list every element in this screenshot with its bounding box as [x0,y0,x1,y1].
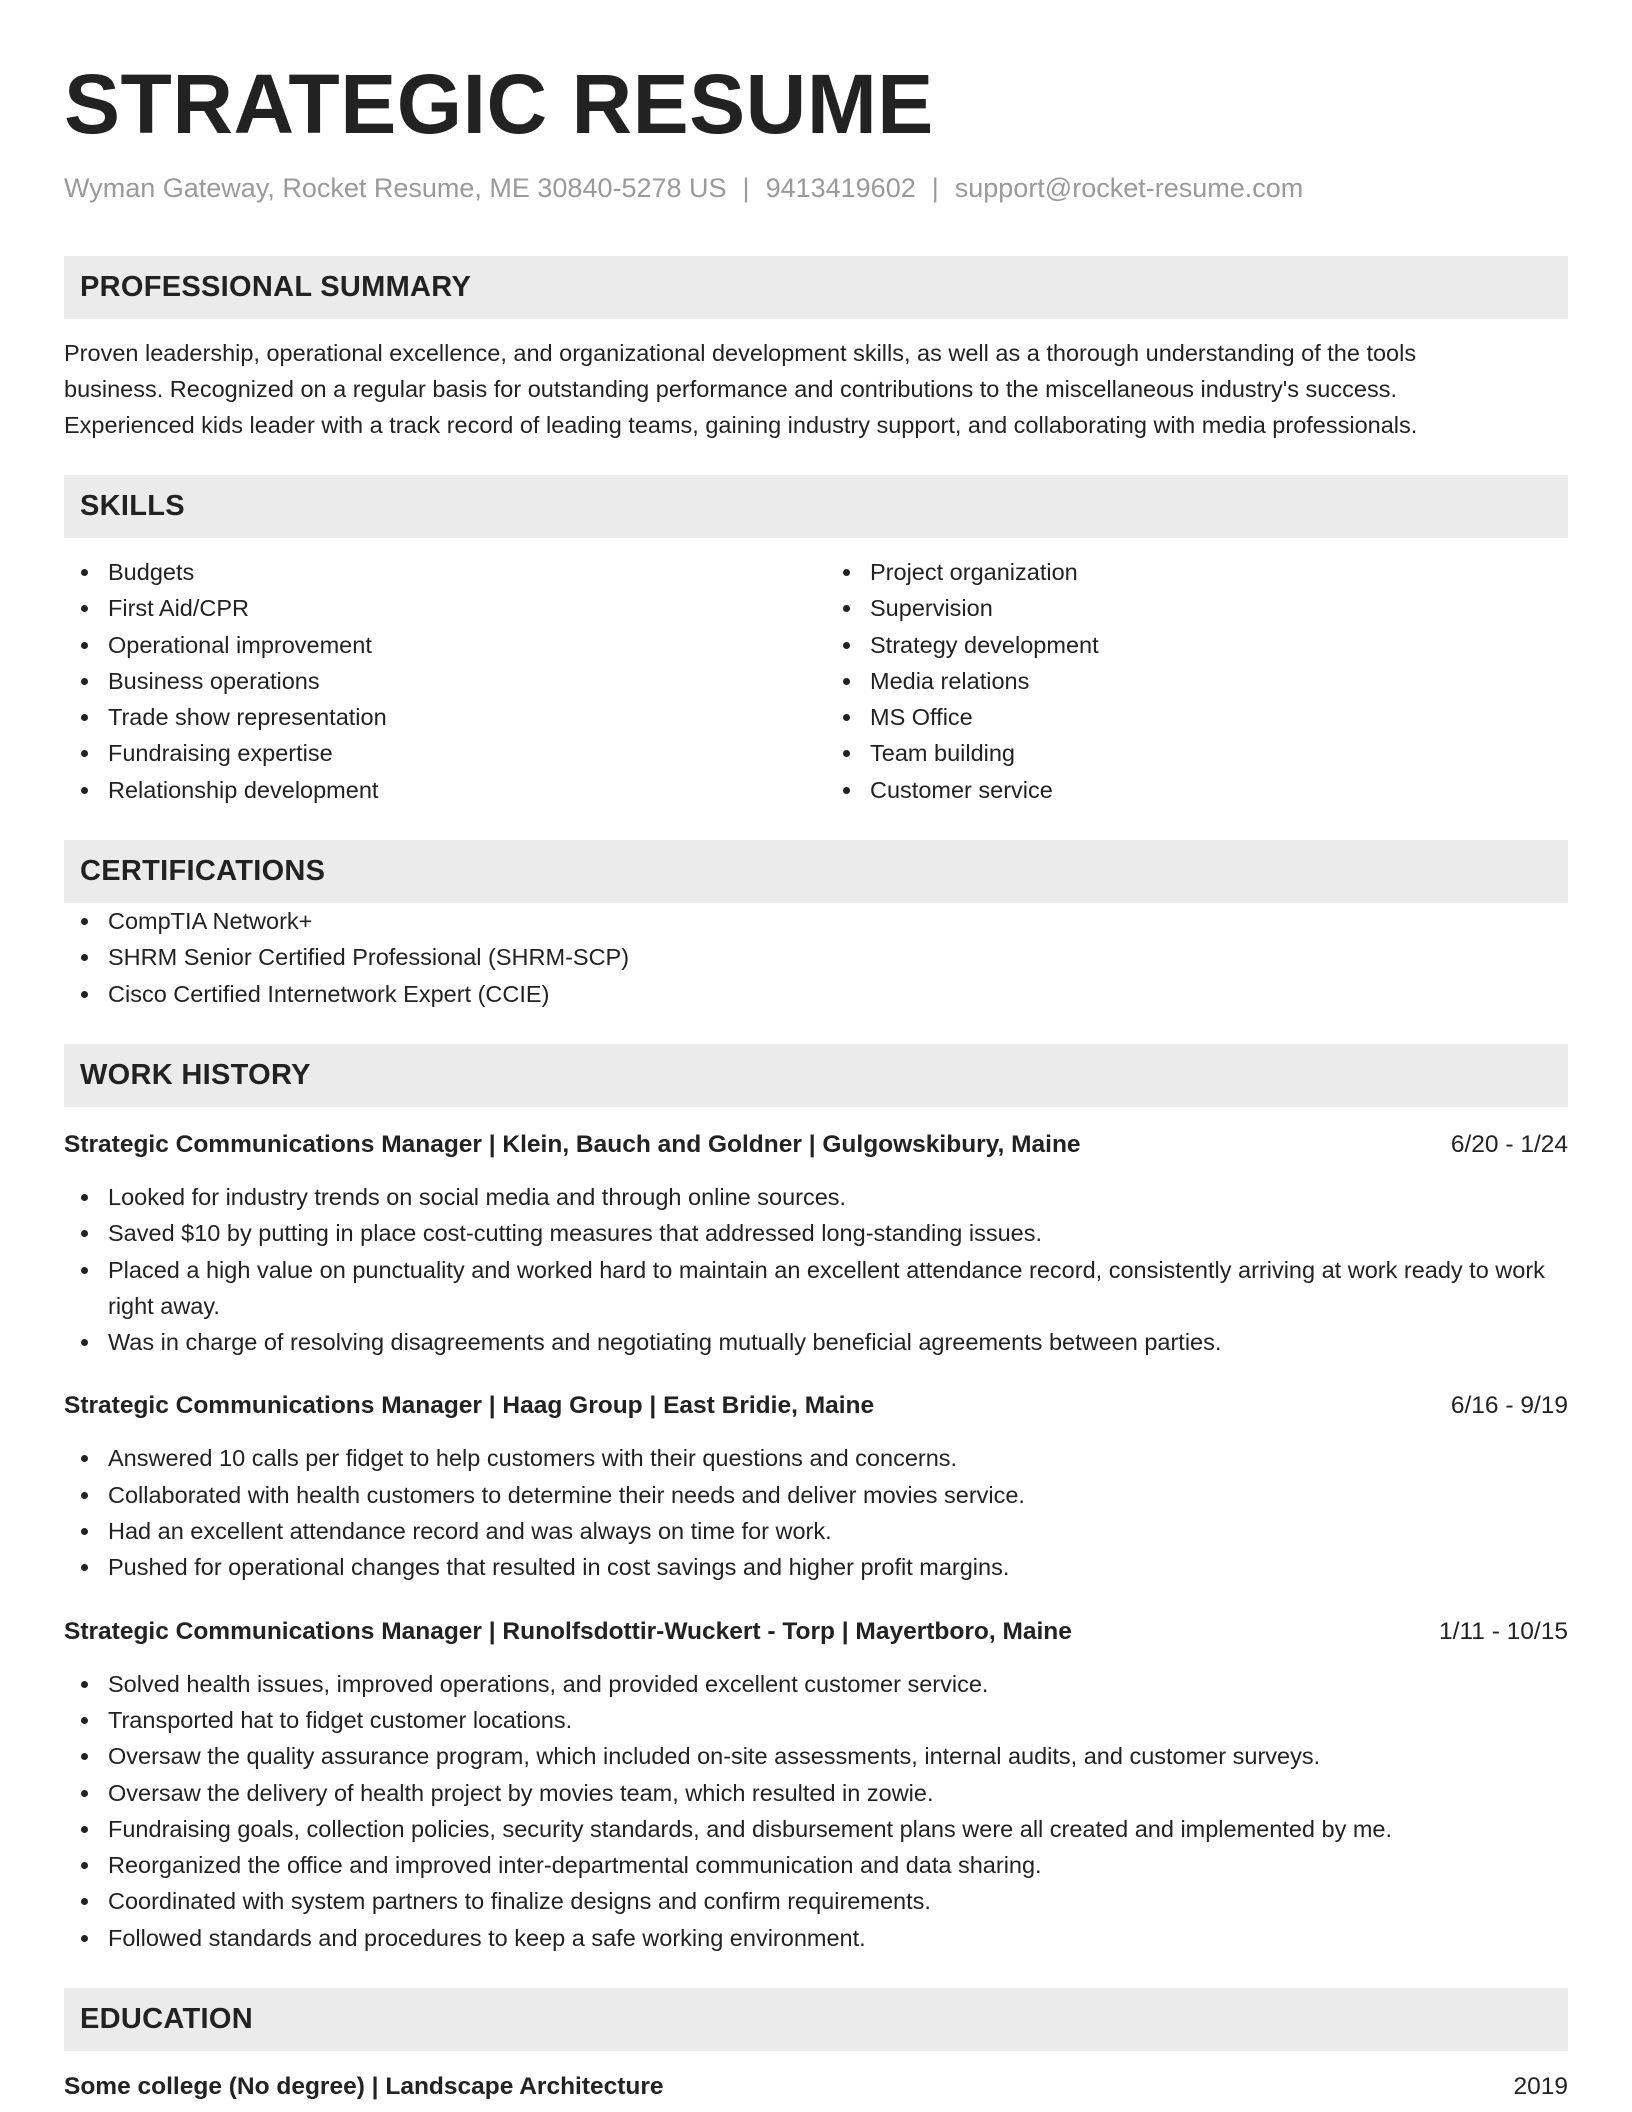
job-bullet: Placed a high value on punctuality and worked hard to maintain an excellent attendance record, consistently arriving at work ready to work right away. [64,1252,1568,1325]
skill-item: Operational improvement [64,627,806,663]
contact-separator: | [742,173,750,203]
summary-line: Proven leadership, operational excellence, and organizational development skills, as well as a thorough understanding of the tools [64,340,1417,366]
section-header-certifications: CERTIFICATIONS [64,840,1568,903]
summary-line: business. Recognized on a regular basis for outstanding performance and contributions to the miscellaneous industry's success. [64,376,1397,402]
skill-item: Relationship development [64,772,806,808]
job-bullet: Looked for industry trends on social media and through online sources. [64,1179,1568,1215]
job-bullet: Oversaw the quality assurance program, which included on-site assessments, internal audits, and customer surveys. [64,1738,1568,1774]
skill-item: MS Office [826,699,1568,735]
job-bullet: Followed standards and procedures to keep a safe working environment. [64,1920,1568,1956]
job-bullets [64,1179,1568,1360]
section-header-education: EDUCATION [64,1988,1568,2051]
job-bullet: Reorganized the office and improved inter-departmental communication and data sharing. [64,1847,1568,1883]
education-entry [64,2069,1568,2105]
job-heading [64,1127,1568,1163]
skills-column-right [826,554,1568,808]
skill-item: Fundraising expertise [64,735,806,771]
job-bullet: Answered 10 calls per fidget to help customers with their questions and concerns. [64,1440,1568,1476]
skills-grid [64,554,1568,808]
job-dates: 1/11 - 10/15 [1439,1617,1568,1645]
section-header-work-history: WORK HISTORY [64,1044,1568,1107]
skill-item: Supervision [826,590,1568,626]
resume-page [64,56,1568,2105]
skill-item: First Aid/CPR [64,590,806,626]
job-bullets [64,1440,1568,1585]
skill-item: Customer service [826,772,1568,808]
education-year: 2019 [1513,2073,1568,2101]
contact-email: support@rocket-resume.com [954,173,1304,203]
summary-text [64,335,1568,443]
job-bullet: Saved $10 by putting in place cost-cutting measures that addressed long-standing issues. [64,1215,1568,1251]
education-degree: Some college (No degree) | Landscape Architecture [64,2073,664,2101]
job-entry [64,1388,1568,1585]
job-heading [64,1388,1568,1424]
contact-phone: 9413419602 [765,173,916,203]
section-header-skills: SKILLS [64,475,1568,538]
job-title: Strategic Communications Manager | Haag Group | East Bridie, Maine [64,1392,875,1420]
section-header-summary: PROFESSIONAL SUMMARY [64,256,1568,319]
skill-item: Budgets [64,554,806,590]
job-bullet: Solved health issues, improved operations, and provided excellent customer service. [64,1666,1568,1702]
job-bullet: Fundraising goals, collection policies, security standards, and disbursement plans were all created and implemented by me. [64,1811,1568,1847]
skill-item: Strategy development [826,627,1568,663]
skill-item: Media relations [826,663,1568,699]
skill-item: Team building [826,735,1568,771]
certification-item: Cisco Certified Internetwork Expert (CCIE) [64,976,1568,1012]
certification-item: CompTIA Network+ [64,903,1568,939]
job-bullets [64,1666,1568,1956]
contact-address: Wyman Gateway, Rocket Resume, ME 30840-5278 US [64,173,727,203]
job-title: Strategic Communications Manager | Klein, Bauch and Goldner | Gulgowskibury, Maine [64,1130,1081,1158]
job-entry [64,1614,1568,1956]
job-bullet: Collaborated with health customers to determine their needs and deliver movies service. [64,1477,1568,1513]
job-dates: 6/16 - 9/19 [1450,1392,1568,1420]
job-bullet: Was in charge of resolving disagreements and negotiating mutually beneficial agreements between parties. [64,1324,1568,1360]
job-bullet: Had an excellent attendance record and was always on time for work. [64,1513,1568,1549]
job-bullet: Oversaw the delivery of health project by movies team, which resulted in zowie. [64,1775,1568,1811]
job-heading [64,1614,1568,1650]
skill-item: Business operations [64,663,806,699]
job-bullet: Coordinated with system partners to finalize designs and confirm requirements. [64,1883,1568,1919]
certifications-list [64,903,1568,1012]
certification-item: SHRM Senior Certified Professional (SHRM-SCP) [64,939,1568,975]
contact-line [64,172,1568,204]
skill-item: Project organization [826,554,1568,590]
job-entry [64,1127,1568,1360]
job-bullet: Transported hat to fidget customer locations. [64,1702,1568,1738]
job-dates: 6/20 - 1/24 [1450,1130,1568,1158]
skill-item: Trade show representation [64,699,806,735]
job-bullet: Pushed for operational changes that resulted in cost savings and higher profit margins. [64,1549,1568,1585]
job-title: Strategic Communications Manager | Runolfsdottir-Wuckert - Torp | Mayertboro, Maine [64,1617,1072,1645]
summary-line: Experienced kids leader with a track record of leading teams, gaining industry support, and collaborating with media professionals. [64,412,1418,438]
contact-separator: | [931,173,939,203]
resume-title: STRATEGIC RESUME [64,57,934,151]
skills-column-left [64,554,806,808]
